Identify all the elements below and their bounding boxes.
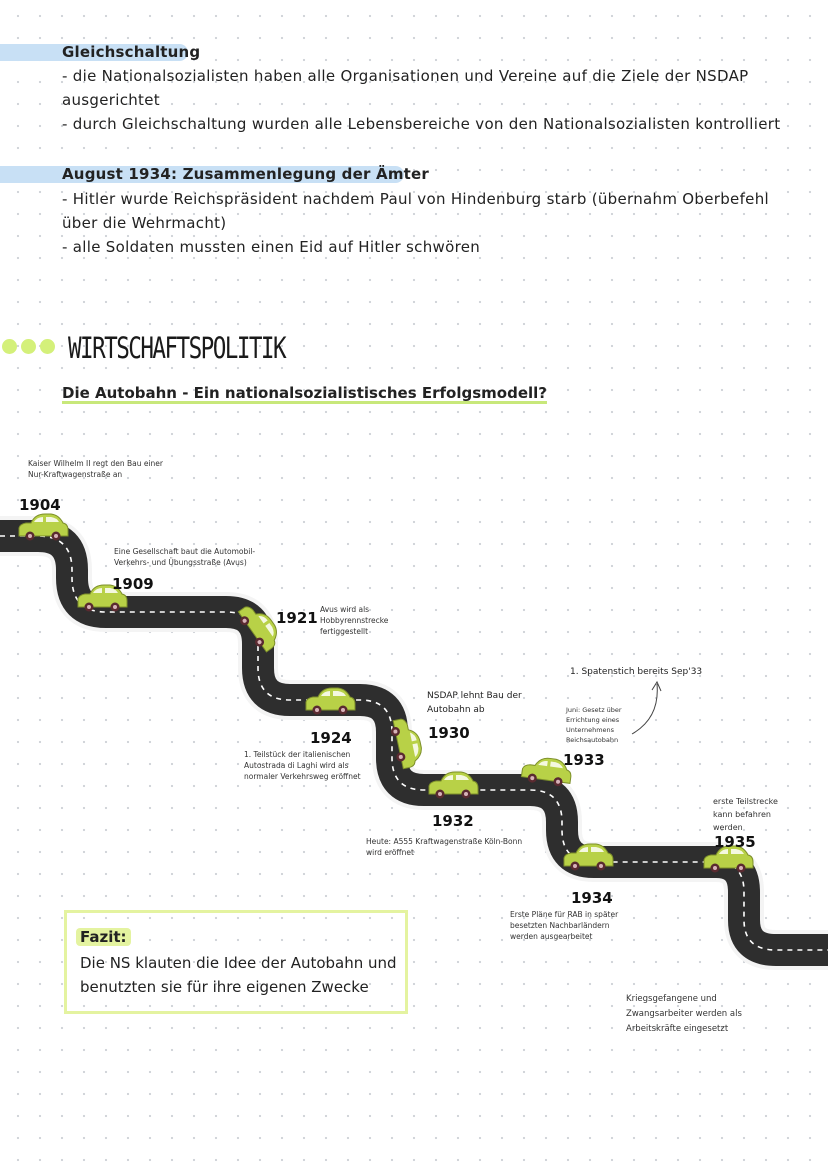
note-1904: Kaiser Wilhelm II regt den Bau einer Nur-Kraftwagenstraße an: [28, 459, 163, 479]
fazit-label: Fazit:: [76, 928, 131, 946]
note-1933-gesetz: Juni: Gesetz über Errichtung eines Unternehmens Reichsautobahn: [566, 706, 622, 744]
note-1909: Eine Gesellschaft baut die Automobil- Verkehrs- und Übungsstraße (Avus): [114, 547, 256, 567]
aemter-line-1: - Hitler wurde Reichspräsident nachdem Paul von Hindenburg starb (übernahm Oberbefehl: [62, 190, 769, 208]
note-1932: Heute: A555 Kraftwagenstraße Köln-Bonn wird eröffnet: [366, 837, 523, 857]
year-1930: 1930: [428, 724, 470, 742]
note-1924: 1. Teilstück der italienischen Autostrada di Laghi wird als normaler Verkehrsweg eröffnet: [244, 750, 361, 781]
arrow-icon: [652, 682, 661, 691]
section-title: WIRTSCHAFTSPOLITIK: [68, 331, 286, 365]
year-1934: 1934: [571, 889, 613, 907]
year-1904: 1904: [19, 496, 61, 514]
note-1933-spatenstich: 1. Spatenstich bereits Sep'33: [570, 667, 703, 677]
fazit-line-1: Die NS klauten die Idee der Autobahn und: [80, 954, 397, 972]
gleichschaltung-line-2: ausgerichtet: [62, 91, 160, 109]
year-1932: 1932: [432, 812, 474, 830]
gleichschaltung-line-1: - die Nationalsozialisten haben alle Organisationen und Vereine auf die Ziele der NSDAP: [62, 67, 749, 85]
gleichschaltung-heading: Gleichschaltung: [62, 43, 201, 61]
note-1935: erste Teilstrecke kann befahren werden: [713, 797, 778, 832]
gleichschaltung-line-3: - durch Gleichschaltung wurden alle Lebensbereiche von den Nationalsozialisten kontrolliert: [62, 115, 781, 133]
year-1909: 1909: [112, 575, 154, 593]
aemter-line-3: - alle Soldaten mussten einen Eid auf Hitler schwören: [62, 238, 481, 256]
year-1921: 1921: [276, 609, 318, 627]
note-1930: NSDAP lehnt Bau der Autobahn ab: [427, 691, 522, 715]
note-1921: Avus wird als Hobbyrennstrecke fertiggestellt: [320, 605, 389, 636]
note-1934: Erste Pläne für RAB in später besetzten Nachbarländern werden ausgearbeitet: [510, 910, 619, 941]
year-1935: 1935: [714, 833, 756, 851]
arrow-icon: [632, 684, 657, 734]
year-1933: 1933: [563, 751, 605, 769]
year-1924: 1924: [310, 729, 352, 747]
fazit-line-2: benutzten sie für ihre eigenen Zwecke: [80, 978, 369, 996]
section-subtitle: Die Autobahn - Ein nationalsozialistisches Erfolgsmodell?: [62, 384, 547, 402]
aemter-heading: August 1934: Zusammenlegung der Ämter: [62, 165, 429, 183]
note-1935-zwangsarbeiter: Kriegsgefangene und Zwangsarbeiter werden als Arbeitskräfte eingesetzt: [626, 994, 742, 1034]
aemter-line-2: über die Wehrmacht): [62, 214, 227, 232]
